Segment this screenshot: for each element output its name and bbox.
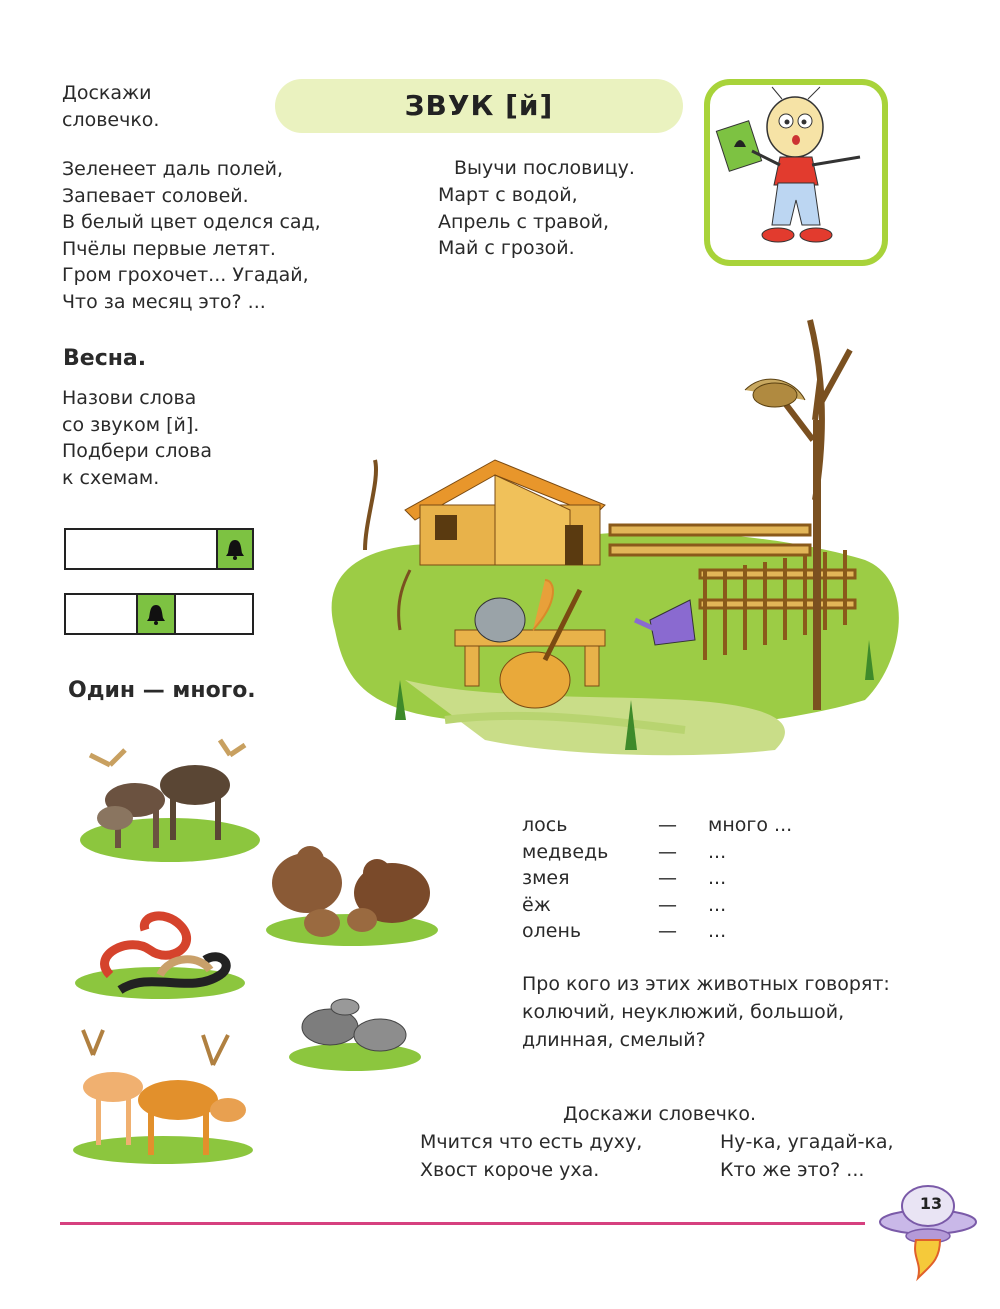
- moose-illustration: [75, 730, 265, 870]
- row-answer: ...: [708, 867, 727, 889]
- deer-illustration: [68, 1025, 258, 1165]
- task-line: Назови слова: [62, 387, 197, 409]
- table-row: [522, 892, 802, 919]
- footer-rule: [60, 1222, 865, 1225]
- section-heading-one-many: Один — много.: [68, 678, 256, 703]
- riddle-hare-left: [420, 1128, 642, 1184]
- row-dash: —: [658, 840, 677, 863]
- hedgehogs-illustration: [285, 985, 425, 1075]
- snakes-illustration: [70, 895, 250, 1005]
- table-row: [522, 812, 802, 839]
- proverb-line: Апрель с травой,: [438, 210, 610, 233]
- row-word: змея: [522, 867, 570, 889]
- task-line: к схемам.: [62, 466, 160, 489]
- riddle-line: Зеленеет даль полей,: [62, 158, 284, 180]
- row-answer: много ...: [708, 814, 793, 836]
- row-word: ёж: [522, 893, 551, 916]
- riddle-line: В белый цвет оделся сад,: [62, 211, 321, 233]
- sound-scheme: [64, 528, 254, 570]
- page-title: ЗВУК [й]: [404, 89, 554, 122]
- riddle-line: Гром грохочет... Угадай,: [62, 264, 309, 286]
- riddle-hare-right: [720, 1128, 894, 1184]
- riddle-line: Кто же это? ...: [720, 1159, 865, 1181]
- riddle-line: Пчёлы первые летят.: [62, 237, 276, 260]
- question-line: длинная, смелый?: [522, 1029, 706, 1051]
- riddle-answer: Весна.: [63, 346, 147, 371]
- row-word: медведь: [522, 840, 609, 863]
- table-row: [522, 865, 802, 892]
- row-answer: ...: [708, 920, 727, 942]
- proverb-line: Май с грозой.: [438, 237, 575, 259]
- row-dash: —: [658, 867, 677, 889]
- header-prompt: [62, 80, 159, 133]
- sound-cell-j: [216, 530, 252, 568]
- row-word: лось: [522, 814, 568, 836]
- one-many-table: [522, 812, 802, 945]
- character-frame: [704, 79, 888, 266]
- question-line: колючий, неуклюжий, большой,: [522, 1001, 845, 1023]
- bell-icon: [146, 603, 166, 625]
- riddle-hare-heading: Доскажи словечко.: [563, 1103, 757, 1125]
- riddle-line: Что за месяц это? ...: [62, 290, 266, 313]
- row-word: олень: [522, 920, 582, 942]
- bears-illustration: [262, 838, 442, 948]
- prompt-line: Доскажи: [62, 82, 152, 104]
- spring-scene-illustration: [305, 300, 910, 780]
- question-line: Про кого из этих животных говорят:: [522, 973, 890, 995]
- sound-scheme: [64, 593, 254, 635]
- page-number: 13: [919, 1194, 943, 1213]
- row-answer: ...: [708, 840, 727, 863]
- table-row: [522, 918, 802, 945]
- riddle-spring: [62, 156, 321, 315]
- bell-icon: [225, 538, 245, 560]
- alien-character-illustration: [710, 85, 882, 260]
- proverb-line: Март с водой,: [438, 184, 578, 206]
- task-line: со звуком [й].: [62, 413, 200, 436]
- row-dash: —: [658, 893, 677, 916]
- sound-cell-j: [136, 595, 176, 633]
- riddle-line: Хвост короче уха.: [420, 1159, 600, 1181]
- table-row: [522, 839, 802, 866]
- proverb: [438, 182, 609, 262]
- proverb-heading: Выучи пословицу.: [454, 157, 635, 179]
- task-instructions: [62, 385, 212, 491]
- row-dash: —: [658, 814, 677, 836]
- riddle-line: Запевает соловей.: [62, 184, 249, 207]
- row-answer: ...: [708, 893, 727, 916]
- riddle-line: Мчится что есть духу,: [420, 1131, 643, 1153]
- task-line: Подбери слова: [62, 440, 212, 462]
- row-dash: —: [658, 920, 677, 942]
- prompt-line: словечко.: [62, 108, 160, 131]
- animals-question: [522, 970, 890, 1054]
- riddle-line: Ну-ка, угадай-ка,: [720, 1131, 894, 1153]
